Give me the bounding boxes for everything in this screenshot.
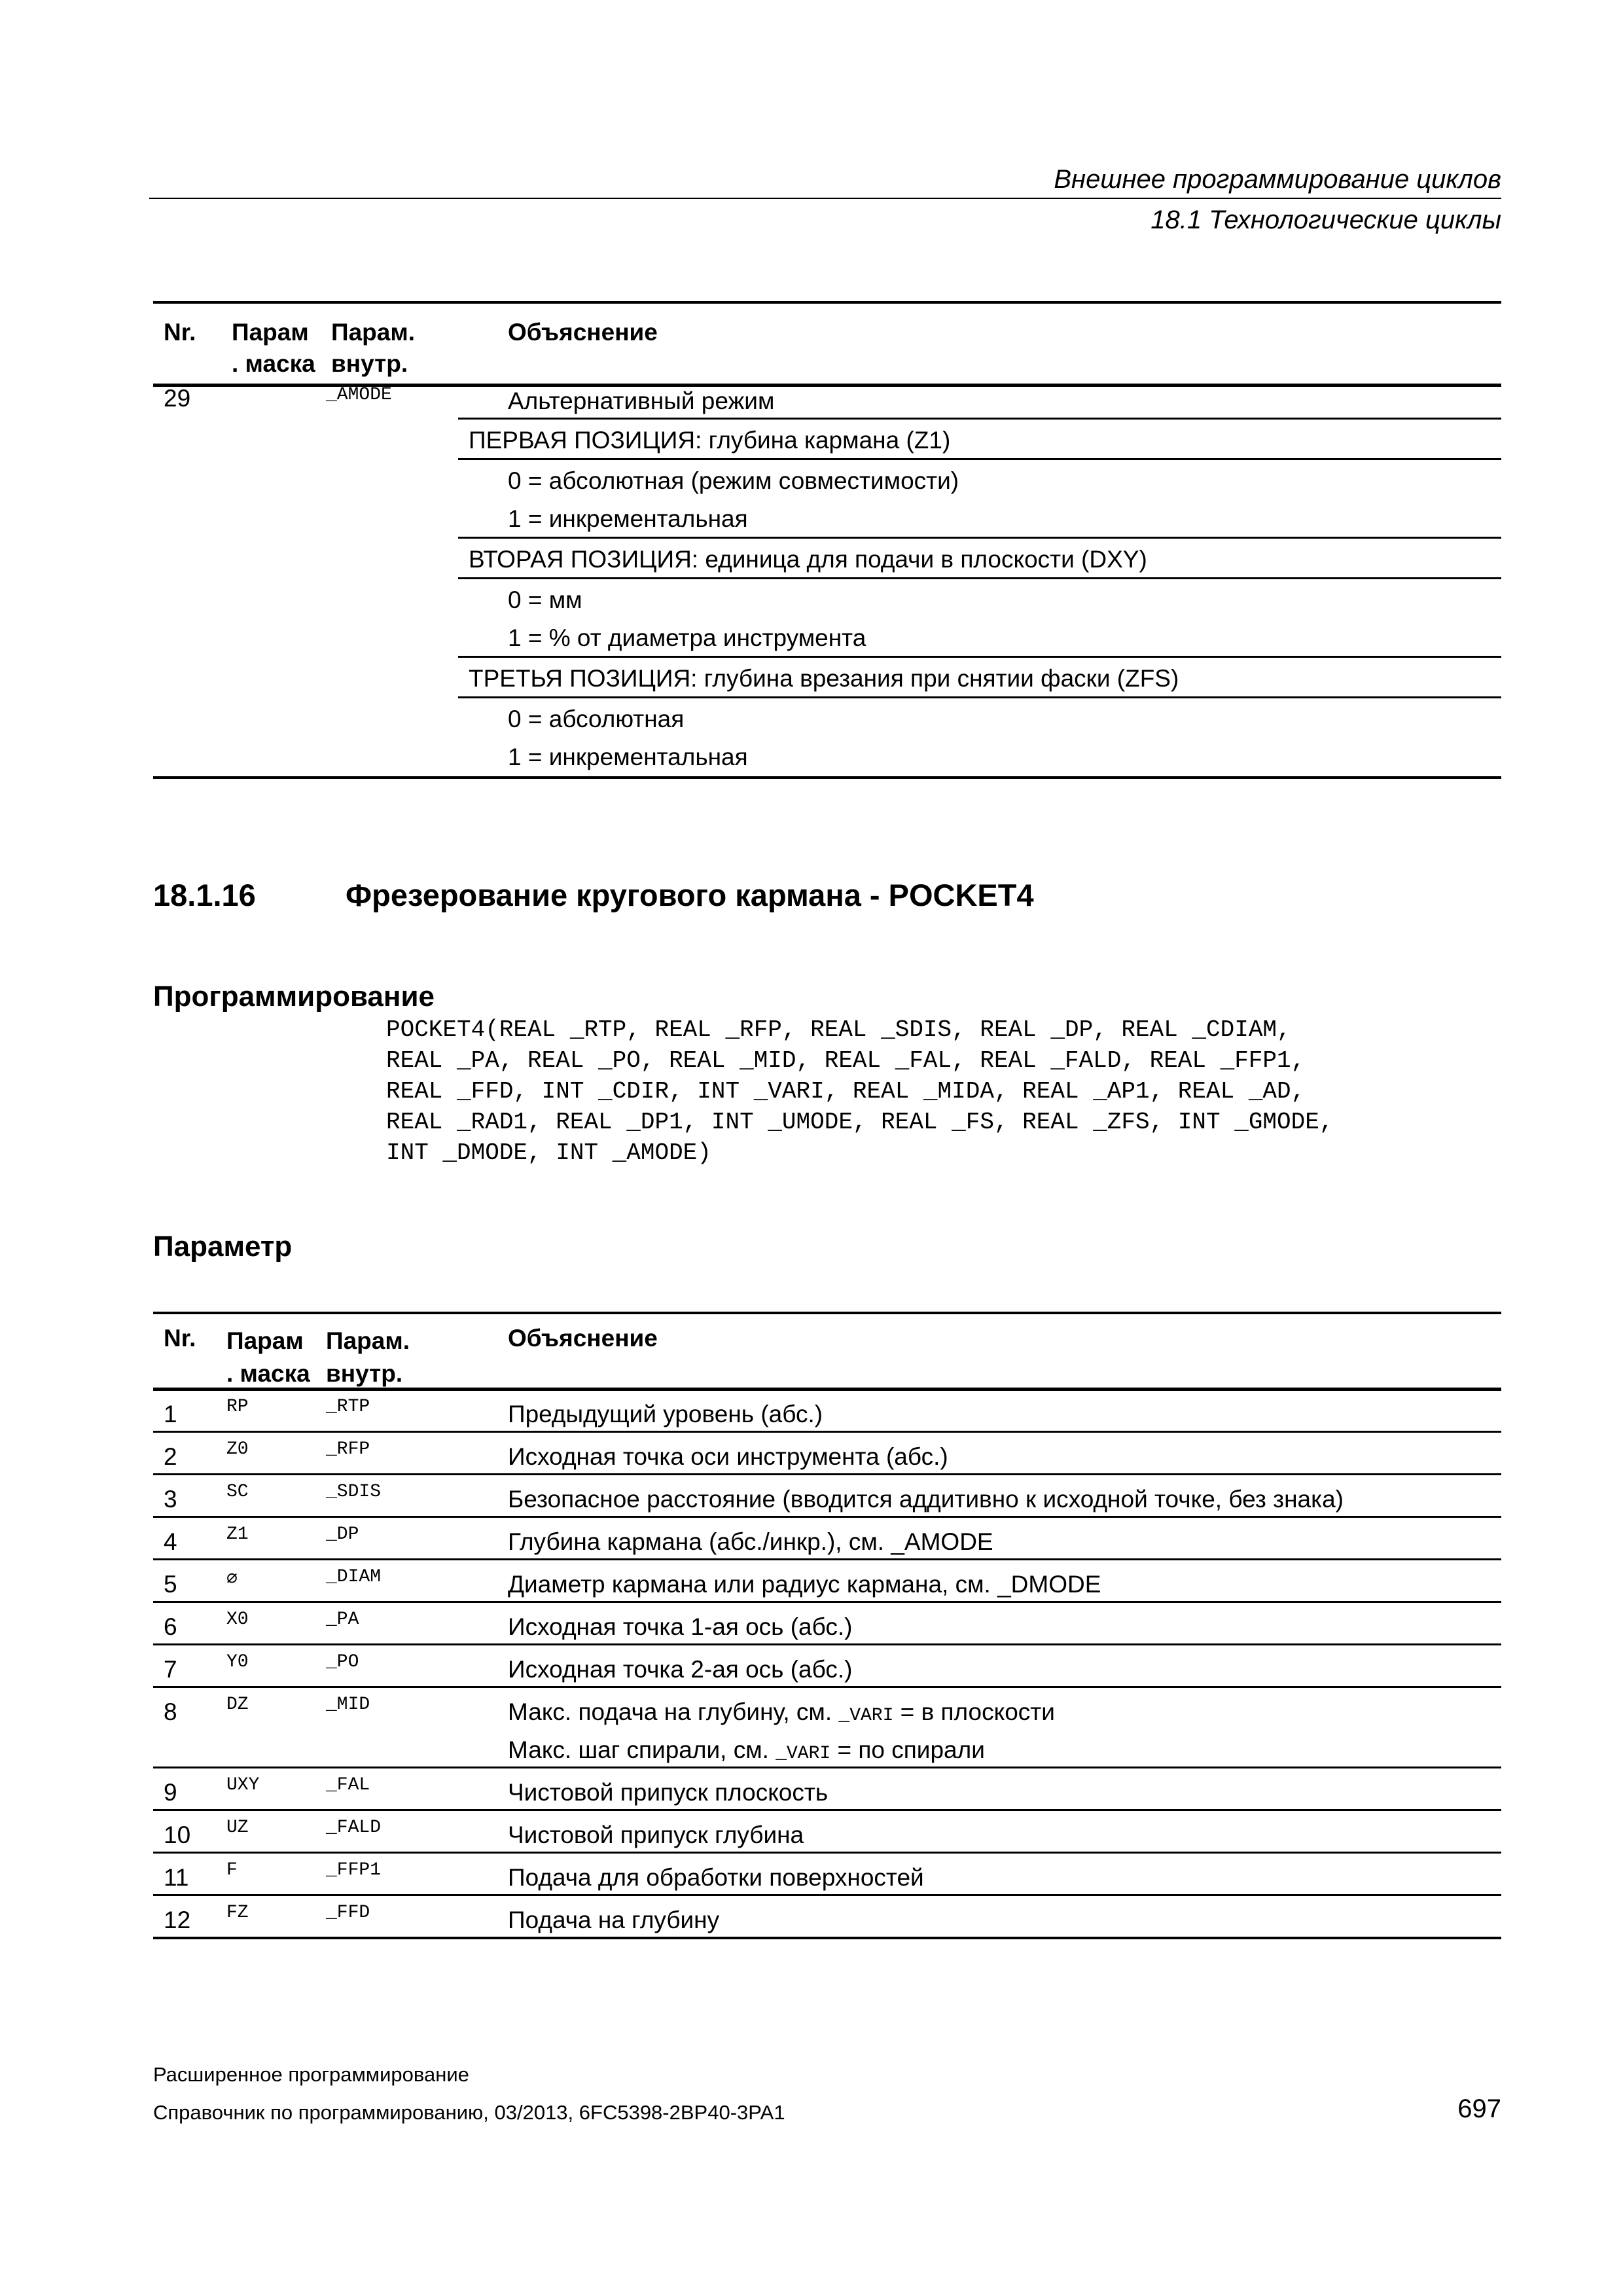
params-col-explanation: Объяснение [508, 1325, 658, 1352]
param-intern: _DIAM [326, 1567, 382, 1587]
row-rule [153, 1473, 1501, 1475]
param-intern: _FALD [326, 1818, 382, 1838]
param-explanation: Подача на глубину [508, 1907, 720, 1933]
amode-first-1: 1 = инкрементальная [508, 505, 748, 532]
code-block [386, 1014, 1333, 1168]
header-rule [149, 198, 1501, 199]
param-mask: RP [226, 1397, 249, 1417]
row-rule [153, 1643, 1501, 1645]
footer-book-title: Расширенное программирование [153, 2063, 469, 2086]
param-mask: SC [226, 1482, 249, 1502]
param-explanation: Чистовой припуск глубина [508, 1821, 804, 1848]
param-mask: Z1 [226, 1524, 249, 1545]
amode-title: Альтернативный режим [508, 387, 775, 414]
row-rule [153, 1894, 1501, 1896]
col-mask-header: Парам . маска [232, 302, 331, 386]
param-intern: _MID [326, 1695, 370, 1715]
param-nr: 5 [164, 1571, 177, 1598]
param-mask: X0 [226, 1609, 249, 1630]
amode-third-1: 1 = инкрементальная [508, 744, 748, 770]
code-line: REAL _PA, REAL _PO, REAL _MID, REAL _FAL, REAL _FALD, REAL _FFP1, [386, 1047, 1306, 1074]
amode-third-position: ТРЕТЬЯ ПОЗИЦИЯ: глубина врезания при снятии фаски (ZFS) [469, 665, 1179, 692]
row-rule [153, 1558, 1501, 1560]
param-nr: 1 [164, 1401, 177, 1427]
amode-second-0: 0 = мм [508, 586, 582, 613]
header-chapter: Внешнее программирование циклов [1054, 165, 1501, 194]
section-title: Фрезерование кругового кармана - POCKET4 [346, 878, 1034, 912]
param-intern: _RFP [326, 1439, 370, 1460]
amode-second-1: 1 = % от диаметра инструмента [508, 624, 866, 651]
code-line: REAL _FFD, INT _CDIR, INT _VARI, REAL _MIDA, REAL _AP1, REAL _AD, [386, 1078, 1306, 1105]
header-section: 18.1 Технологические циклы [1150, 206, 1501, 234]
param-explanation: Макс. подача на глубину, см. _VARI = в плоскости [508, 1698, 1055, 1726]
code-line: INT _DMODE, INT _AMODE) [386, 1139, 711, 1166]
param-intern: _FFD [326, 1903, 370, 1923]
param-mask: Y0 [226, 1652, 249, 1672]
param-intern: _PO [326, 1652, 359, 1672]
code-line: POCKET4(REAL _RTP, REAL _RFP, REAL _SDIS, REAL _DP, REAL _CDIAM, [386, 1016, 1291, 1043]
footer-reference: Справочник по программированию, 03/2013, 6FC5398-2BP40-3PA1 [153, 2101, 785, 2124]
table-amode [153, 301, 1501, 387]
param-nr: 7 [164, 1656, 177, 1683]
param-explanation: Диаметр кармана или радиус кармана, см. _DMODE [508, 1571, 1101, 1598]
param-intern: _SDIS [326, 1482, 382, 1502]
param-nr: 2 [164, 1443, 177, 1470]
param-mask: Z0 [226, 1439, 249, 1460]
parameter-heading: Параметр [153, 1230, 293, 1263]
amode-first-position: ПЕРВАЯ ПОЗИЦИЯ: глубина кармана (Z1) [469, 427, 951, 454]
vari-ref: _VARI [776, 1744, 831, 1764]
param-explanation: Чистовой припуск плоскость [508, 1779, 829, 1806]
section-number: 18.1.16 [153, 878, 256, 912]
amode-second-position: ВТОРАЯ ПОЗИЦИЯ: единица для подачи в плоскости (DXY) [469, 546, 1147, 573]
param-explanation: Исходная точка 2-ая ось (абс.) [508, 1656, 853, 1683]
row-nr-29: 29 [164, 385, 191, 412]
row-rule [153, 1601, 1501, 1603]
col-nr-header: Nr. [153, 302, 232, 386]
row-rule [153, 1686, 1501, 1688]
param-nr: 10 [164, 1821, 191, 1848]
param-mask: ∅ [226, 1570, 238, 1590]
params-col-nr: Nr. [164, 1325, 196, 1352]
row-param-amode: _AMODE [326, 385, 392, 405]
table-amode-bottom-rule [153, 776, 1501, 779]
param-mask: DZ [226, 1695, 249, 1715]
param-nr: 3 [164, 1486, 177, 1513]
param-explanation: Исходная точка 1-ая ось (абс.) [508, 1613, 853, 1640]
param-intern: _FFP1 [326, 1860, 382, 1880]
amode-third-0: 0 = абсолютная [508, 706, 685, 732]
col-intern-header: Парам. внутр. [331, 302, 508, 386]
param-mask: UZ [226, 1818, 249, 1838]
param-explanation: Подача для обработки поверхностей [508, 1864, 924, 1891]
params-col-mask: Парам . маска [226, 1327, 310, 1387]
amode-first-0: 0 = абсолютная (режим совместимости) [508, 467, 959, 494]
param-nr: 6 [164, 1613, 177, 1640]
param-explanation: Безопасное расстояние (вводится аддитивно к исходной точке, без знака) [508, 1486, 1344, 1513]
table-header-row [153, 302, 1501, 386]
param-explanation: Исходная точка оси инструмента (абс.) [508, 1443, 948, 1470]
param-explanation: Предыдущий уровень (абс.) [508, 1401, 823, 1427]
param-mask: FZ [226, 1903, 249, 1923]
row-rule [153, 1431, 1501, 1433]
param-explanation-2: Макс. шаг спирали, см. _VARI = по спирали [508, 1736, 985, 1764]
row-rule [153, 1937, 1501, 1939]
param-intern: _DP [326, 1524, 359, 1545]
code-line: REAL _RAD1, REAL _DP1, INT _UMODE, REAL _FS, REAL _ZFS, INT _GMODE, [386, 1109, 1334, 1136]
row-rule [153, 1852, 1501, 1854]
param-mask: UXY [226, 1775, 260, 1795]
param-nr: 12 [164, 1907, 191, 1933]
param-nr: 8 [164, 1698, 177, 1725]
row-rule [153, 1767, 1501, 1768]
param-intern: _RTP [326, 1397, 370, 1417]
page-number: 697 [1457, 2094, 1501, 2123]
row-rule [153, 1809, 1501, 1811]
col-explanation-header: Объяснение [508, 302, 1501, 386]
params-col-intern: Парам. внутр. [326, 1327, 410, 1387]
param-intern: _FAL [326, 1775, 370, 1795]
programming-heading: Программирование [153, 980, 435, 1013]
vari-ref: _VARI [838, 1706, 894, 1726]
param-nr: 11 [164, 1864, 189, 1891]
param-nr: 9 [164, 1779, 177, 1806]
param-intern: _PA [326, 1609, 359, 1630]
param-explanation: Глубина кармана (абс./инкр.), см. _AMODE [508, 1528, 993, 1555]
param-nr: 4 [164, 1528, 177, 1555]
row-rule [153, 1516, 1501, 1518]
param-mask: F [226, 1860, 238, 1880]
